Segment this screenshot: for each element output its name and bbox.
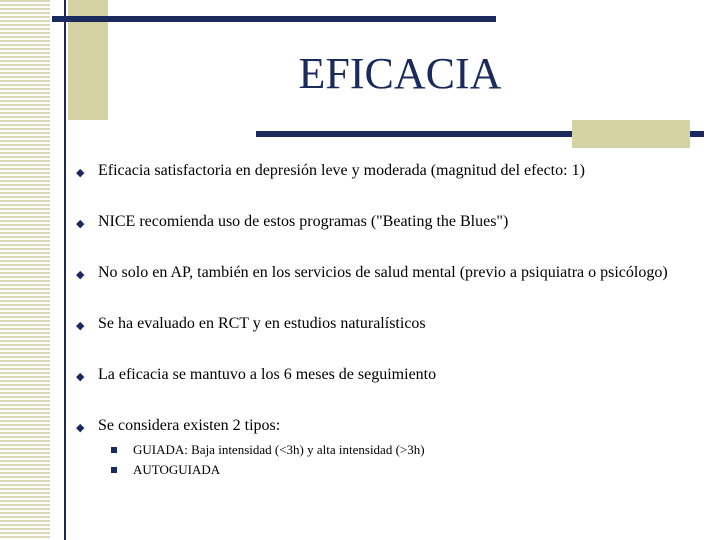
bullet-item bbox=[76, 160, 676, 181]
diamond-bullet-icon: ◆ bbox=[76, 218, 85, 230]
bullet-item bbox=[76, 415, 676, 480]
diamond-bullet-icon: ◆ bbox=[76, 422, 85, 434]
decorative-stripes bbox=[0, 0, 50, 540]
bullet-item bbox=[76, 262, 676, 283]
sub-bullet-text: GUIADA: Baja intensidad (<3h) y alta intensidad (>3h) bbox=[133, 442, 425, 457]
bullet-text: La eficacia se mantuvo a los 6 meses de seguimiento bbox=[98, 366, 437, 383]
diamond-bullet-icon: ◆ bbox=[76, 269, 85, 281]
sub-bullet-text: AUTOGUIADA bbox=[133, 462, 221, 477]
sub-bullet-item bbox=[133, 440, 676, 460]
bullet-text: Se considera existen 2 tipos: bbox=[98, 417, 281, 434]
bullet-item bbox=[76, 364, 676, 385]
diamond-bullet-icon: ◆ bbox=[76, 320, 85, 332]
square-bullet-icon bbox=[111, 467, 117, 473]
square-bullet-icon bbox=[111, 447, 117, 453]
bullet-text: NICE recomienda uso de estos programas ("Beating the Blues") bbox=[98, 213, 509, 230]
top-horizontal-bar bbox=[52, 16, 496, 22]
bullet-list bbox=[76, 160, 676, 480]
bullet-item bbox=[76, 211, 676, 232]
bullet-text: No solo en AP, también en los servicios de salud mental (previo a psiquiatra o psicólogo) bbox=[98, 264, 668, 281]
diamond-bullet-icon: ◆ bbox=[76, 371, 85, 383]
sub-bullet-item bbox=[133, 460, 676, 480]
right-accent-block bbox=[572, 120, 690, 148]
sub-bullet-list bbox=[98, 440, 676, 480]
slide-title: EFICACIA bbox=[298, 49, 502, 98]
diamond-bullet-icon: ◆ bbox=[76, 167, 85, 179]
bullet-text: Eficacia satisfactoria en depresión leve y moderada (magnitud del efecto: 1) bbox=[98, 162, 585, 179]
bullet-text: Se ha evaluado en RCT y en estudios naturalísticos bbox=[98, 315, 426, 332]
left-vertical-line bbox=[64, 0, 66, 540]
bullet-item bbox=[76, 313, 676, 334]
